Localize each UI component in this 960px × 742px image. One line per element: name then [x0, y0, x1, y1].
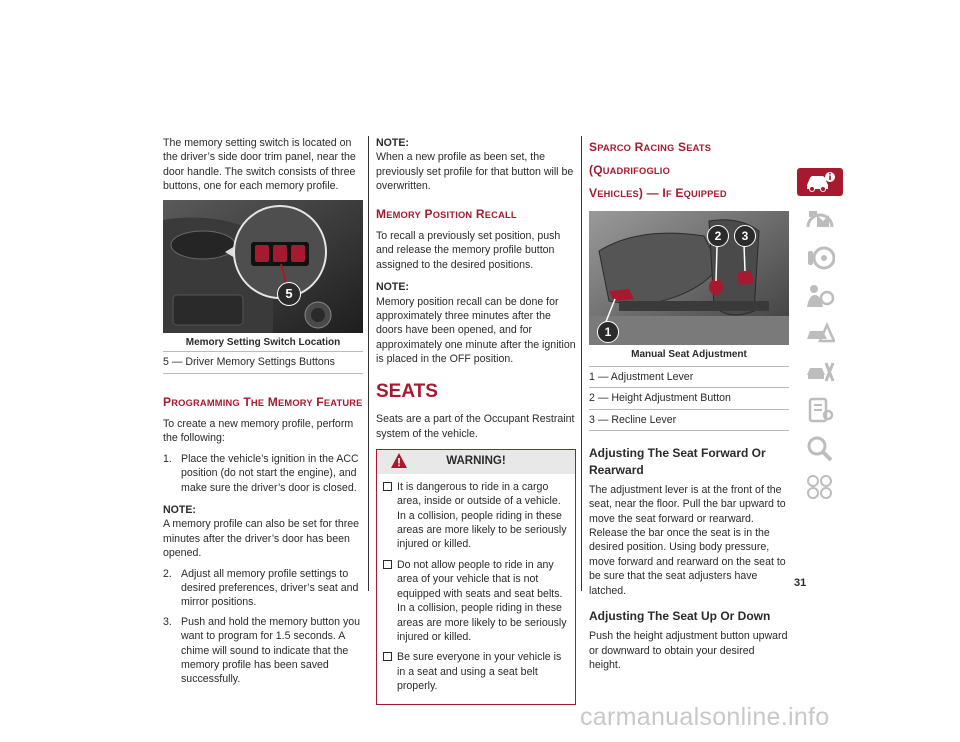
- warning-box: [376, 449, 576, 704]
- legend-row: 1 — Adjustment Lever: [589, 366, 789, 387]
- note-label: NOTE:: [376, 281, 409, 294]
- note-label: NOTE:: [163, 503, 196, 516]
- memory-switch-intro: The memory setting switch is located on the driver’s side door trim panel, near the door handle. The switch consists of three buttons, one for each memory profile.: [163, 137, 356, 193]
- warning-item: It is dangerous to ride in a cargo area, inside or outside of a vehicle. In a collision, people riding in these areas are more likely to be seriously injured or killed.: [383, 480, 569, 552]
- tab-servicing[interactable]: [797, 358, 843, 386]
- warning-triangle-icon: [391, 453, 407, 468]
- column-1: [163, 136, 363, 692]
- callout-2: 2: [707, 225, 729, 247]
- column-divider: [581, 136, 582, 591]
- legend-row: 2 — Height Adjustment Button: [589, 387, 789, 408]
- column-2: [376, 136, 576, 705]
- tab-dashboard-lights[interactable]: [797, 206, 843, 234]
- programming-heading: PROGRAMMING THE MEMORY FEATURE: [163, 394, 363, 409]
- checkbox-bullet-icon: [383, 652, 392, 661]
- note-label: NOTE:: [376, 137, 409, 149]
- warning-item: Be sure everyone in your vehicle is in a seat and using a seat belt properly.: [383, 650, 569, 693]
- multimedia-languages-icon: [805, 473, 835, 499]
- door-panel-illustration: [163, 200, 363, 333]
- seats-heading: SEATS: [376, 380, 438, 402]
- checkbox-bullet-icon: [383, 482, 392, 491]
- callout-1: 1: [597, 321, 619, 343]
- tab-safety[interactable]: [797, 244, 843, 272]
- warning-title: WARNING!: [446, 455, 506, 468]
- page-number: 31: [794, 577, 807, 589]
- up-down-heading: Adjusting The Seat Up Or Down: [589, 609, 771, 624]
- note-text: Memory position recall can be done for approximately three minutes after the doors have been opened, and for approximately one minute after the ignition is placed in the OFF position.: [376, 295, 576, 366]
- dashboard-lights-icon: [805, 207, 835, 233]
- seat-illustration: [589, 211, 789, 345]
- up-down-text: Push the height adjustment button upward or downward to obtain your desired height.: [589, 630, 788, 672]
- servicing-tools-icon: [805, 359, 835, 385]
- watermark: carmanualsonline.info: [580, 703, 830, 731]
- memory-switch-caption: Memory Setting Switch Location: [185, 336, 341, 348]
- programming-step: 3. Push and hold the memory button you want to program for 1.5 seconds. A chime will sound to indicate that the memory profile has been saved successfully.: [163, 615, 361, 686]
- tab-starting-driving[interactable]: [797, 282, 843, 310]
- programming-step: 1. Place the vehicle’s ignition in the ACC position (do not start the engine), and make sure the driver’s door is closed.: [163, 452, 359, 494]
- forward-rearward-heading: Adjusting The Seat Forward Or Rearward: [589, 446, 766, 477]
- legend-row: 5 — Driver Memory Settings Buttons: [163, 351, 363, 373]
- column-divider: [368, 136, 369, 591]
- programming-intro: To create a new memory profile, perform the following:: [163, 417, 354, 445]
- checkbox-bullet-icon: [383, 560, 392, 569]
- programming-steps-continued: [163, 567, 363, 687]
- emergency-triangle-icon: [805, 321, 835, 347]
- seats-text: Seats are a part of the Occupant Restraint system of the vehicle.: [376, 413, 575, 440]
- callout-5: 5: [277, 282, 301, 306]
- manual-seat-caption: Manual Seat Adjustment: [631, 349, 747, 361]
- manual-seat-figure: [589, 211, 789, 345]
- search-index-icon: [805, 435, 835, 461]
- forward-rearward-text: The adjustment lever is at the front of the seat, near the floor. Pull the bar upward to move the seat forward or rearward. Release the bar once the seat is in the desired position. Using body pressure, move forward and rearward on the seat to be sure that the seat adjusters have latched.: [589, 483, 786, 597]
- tab-car-info[interactable]: [797, 168, 843, 196]
- car-info-icon: [804, 171, 836, 193]
- note-text: A memory profile can also be set for three minutes after the driver’s door has been opened.: [163, 518, 360, 560]
- programming-step: 2. Adjust all memory profile settings to desired preferences, driver’s seat and mirror positions.: [163, 567, 359, 609]
- memory-switch-figure: [163, 200, 363, 333]
- safety-steering-icon: [805, 245, 835, 271]
- tab-specifications[interactable]: [797, 396, 843, 424]
- specifications-list-icon: [805, 397, 835, 423]
- memory-recall-text: To recall a previously set position, push and release the memory profile button assigned to the desired positions.: [376, 229, 561, 271]
- tab-multimedia[interactable]: [797, 472, 843, 500]
- sparco-seats-heading: SPARCO RACING SEATS (QUADRIFOGLIO VEHICLES) — IF EQUIPPED: [589, 140, 727, 200]
- starting-driving-icon: [805, 283, 835, 309]
- warning-header: [377, 450, 575, 474]
- callout-3: 3: [734, 225, 756, 247]
- tab-emergency[interactable]: [797, 320, 843, 348]
- programming-steps: [163, 452, 363, 495]
- column-3: [589, 136, 789, 679]
- legend-row: 3 — Recline Lever: [589, 409, 789, 431]
- tab-index[interactable]: [797, 434, 843, 462]
- memory-recall-heading: MEMORY POSITION RECALL: [376, 206, 517, 221]
- chapter-tab-bar: [797, 168, 843, 510]
- warning-item: Do not allow people to ride in any area of your vehicle that is not equipped with seats and seat belts. In a collision, people riding in these areas are more likely to be seriously injured or killed.: [383, 558, 569, 644]
- warning-body: [377, 474, 575, 704]
- note-text: When a new profile as been set, the previously set profile for that button will be overwritten.: [376, 151, 574, 193]
